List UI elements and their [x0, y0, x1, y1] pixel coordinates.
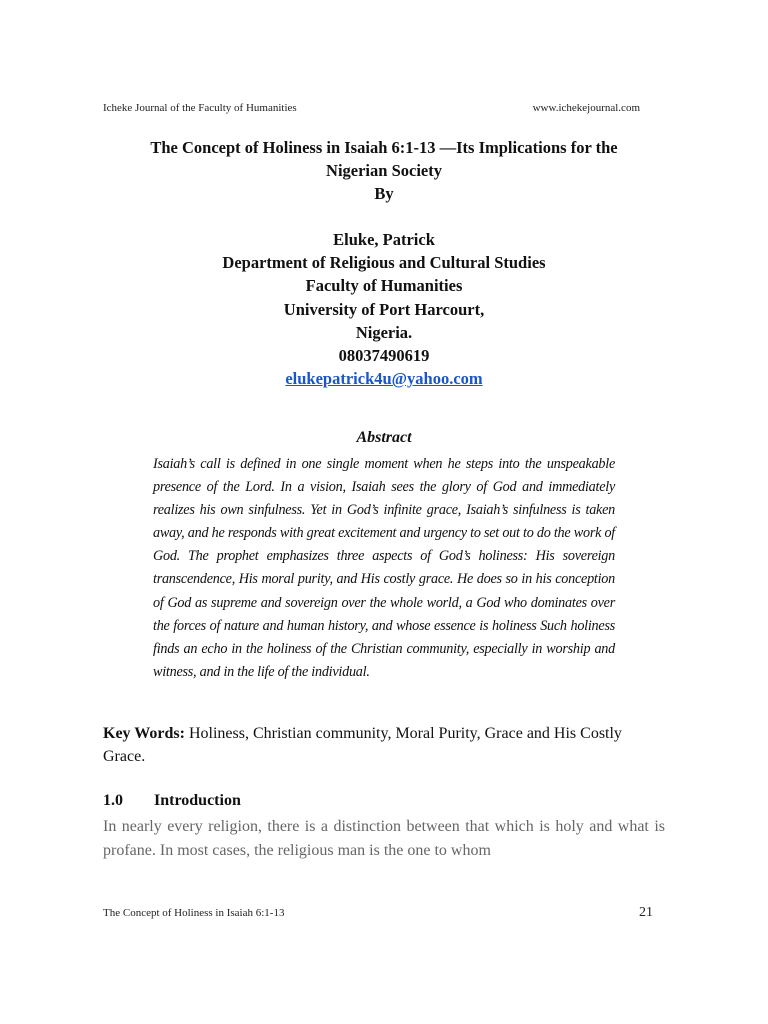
abstract-text: Isaiah’s call is defined in one single moment when he steps into the unspeakable presence of the Lord. In a vision, Isaiah sees the glory of God and immediately realizes his own sinfulness. Yet in God’s infinite grace, Isaiah’s sinfulness is taken away, and he responds with great excitement and urgency to set out to do the work of God. The prophet emphasizes three aspects of God’s holiness: His sovereign transcendence, His moral purity, and His costly grace. He does so in his conception of God as supreme and sovereign over the whole world, a God who dominates over the forces of nature and human history, and whose essence is holiness Such holiness finds an echo in the holiness of the Christian community, especially in worship and witness, and in the life of the individual.: [153, 456, 615, 680]
abstract-heading: Abstract: [356, 429, 412, 446]
title-line-1: The Concept of Holiness in Isaiah 6:1-13 —Its Implications for the: [150, 138, 618, 157]
running-footer: [103, 905, 653, 921]
paper-title: [80, 136, 688, 205]
journal-name: Icheke Journal of the Faculty of Humanities: [103, 102, 297, 114]
section-number: 1.0: [103, 792, 123, 809]
page-number: 21: [639, 905, 653, 920]
introduction-text: In nearly every religion, there is a distinction between that which is holy and what is profane. In most cases, the religious man is the one to whom: [103, 818, 665, 859]
keywords-label: Key Words:: [103, 725, 185, 742]
footer-title: The Concept of Holiness in Isaiah 6:1-13: [103, 907, 285, 919]
author-block: [80, 228, 688, 390]
author-name: Eluke, Patrick: [333, 230, 435, 249]
section-title: Introduction: [154, 792, 241, 809]
keywords-text: Holiness, Christian community, Moral Purity, Grace and His Costly Grace.: [103, 725, 622, 765]
title-line-2: Nigerian Society: [326, 161, 442, 180]
author-country: Nigeria.: [355, 322, 413, 342]
title-by: By: [374, 184, 394, 203]
author-university: University of Port Harcourt,: [283, 299, 485, 319]
author-department: Department of Religious and Cultural Studies: [222, 253, 546, 273]
author-phone: 08037490619: [338, 346, 430, 366]
keywords: [103, 722, 668, 768]
section-heading-introduction: [103, 792, 241, 810]
journal-website: www.ichekejournal.com: [532, 102, 640, 114]
author-email-link[interactable]: elukepatrick4u@yahoo.com: [285, 369, 483, 389]
author-faculty: Faculty of Humanities: [305, 276, 463, 296]
running-header: [103, 102, 640, 114]
